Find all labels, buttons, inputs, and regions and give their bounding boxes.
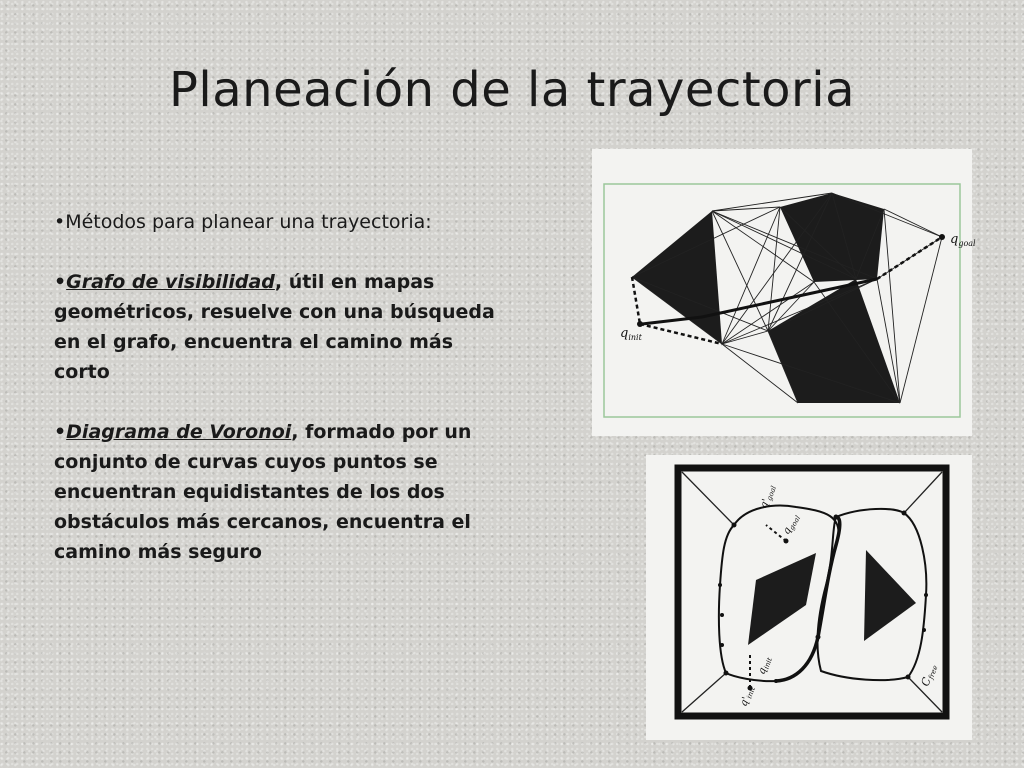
label-q-init-voronoi: $q_{init}$ bbox=[756, 656, 774, 677]
desc-voronoi: , formado por un conjunto de curvas cuyos puntos se encuentran equidistantes de los dos obstáculos más cercanos, encuentra el camino más seguro bbox=[54, 421, 472, 563]
desc-visibility-graph: , útil en mapas geométricos, resuelve con una búsqueda en el grafo, encuentra el camino más corto bbox=[54, 271, 495, 383]
visibility-graph-figure bbox=[592, 149, 976, 436]
slide-body bbox=[54, 207, 504, 597]
voronoi-figure bbox=[646, 455, 972, 740]
label-q-goal: $q_{goal}$ bbox=[950, 232, 976, 248]
obstacle-right-voronoi bbox=[864, 550, 916, 641]
term-visibility-graph: Grafo de visibilidad bbox=[66, 271, 275, 293]
label-q-init: $q_{init}$ bbox=[620, 326, 642, 342]
bullet-marker: • bbox=[54, 271, 67, 293]
obstacle-left-voronoi bbox=[748, 553, 816, 645]
voronoi-diagram bbox=[646, 455, 972, 740]
visibility-graph-diagram bbox=[592, 149, 976, 436]
bullet-visibility-graph bbox=[54, 267, 504, 387]
label-q-prime-init: $q'_{init}$ bbox=[738, 685, 757, 709]
bullet-voronoi bbox=[54, 417, 504, 567]
intro-line: •Métodos para planear una trayectoria: bbox=[54, 211, 432, 233]
label-q-prime-goal: $q'_{goal}$ bbox=[758, 484, 779, 511]
slide-title: Planeación de la trayectoria bbox=[168, 62, 856, 118]
label-c-free: Cfree bbox=[918, 664, 940, 689]
label-q-goal-voronoi: $q_{goal}$ bbox=[781, 514, 803, 537]
term-voronoi: Diagrama de Voronoi bbox=[66, 421, 292, 443]
bullet-marker: • bbox=[54, 421, 67, 443]
